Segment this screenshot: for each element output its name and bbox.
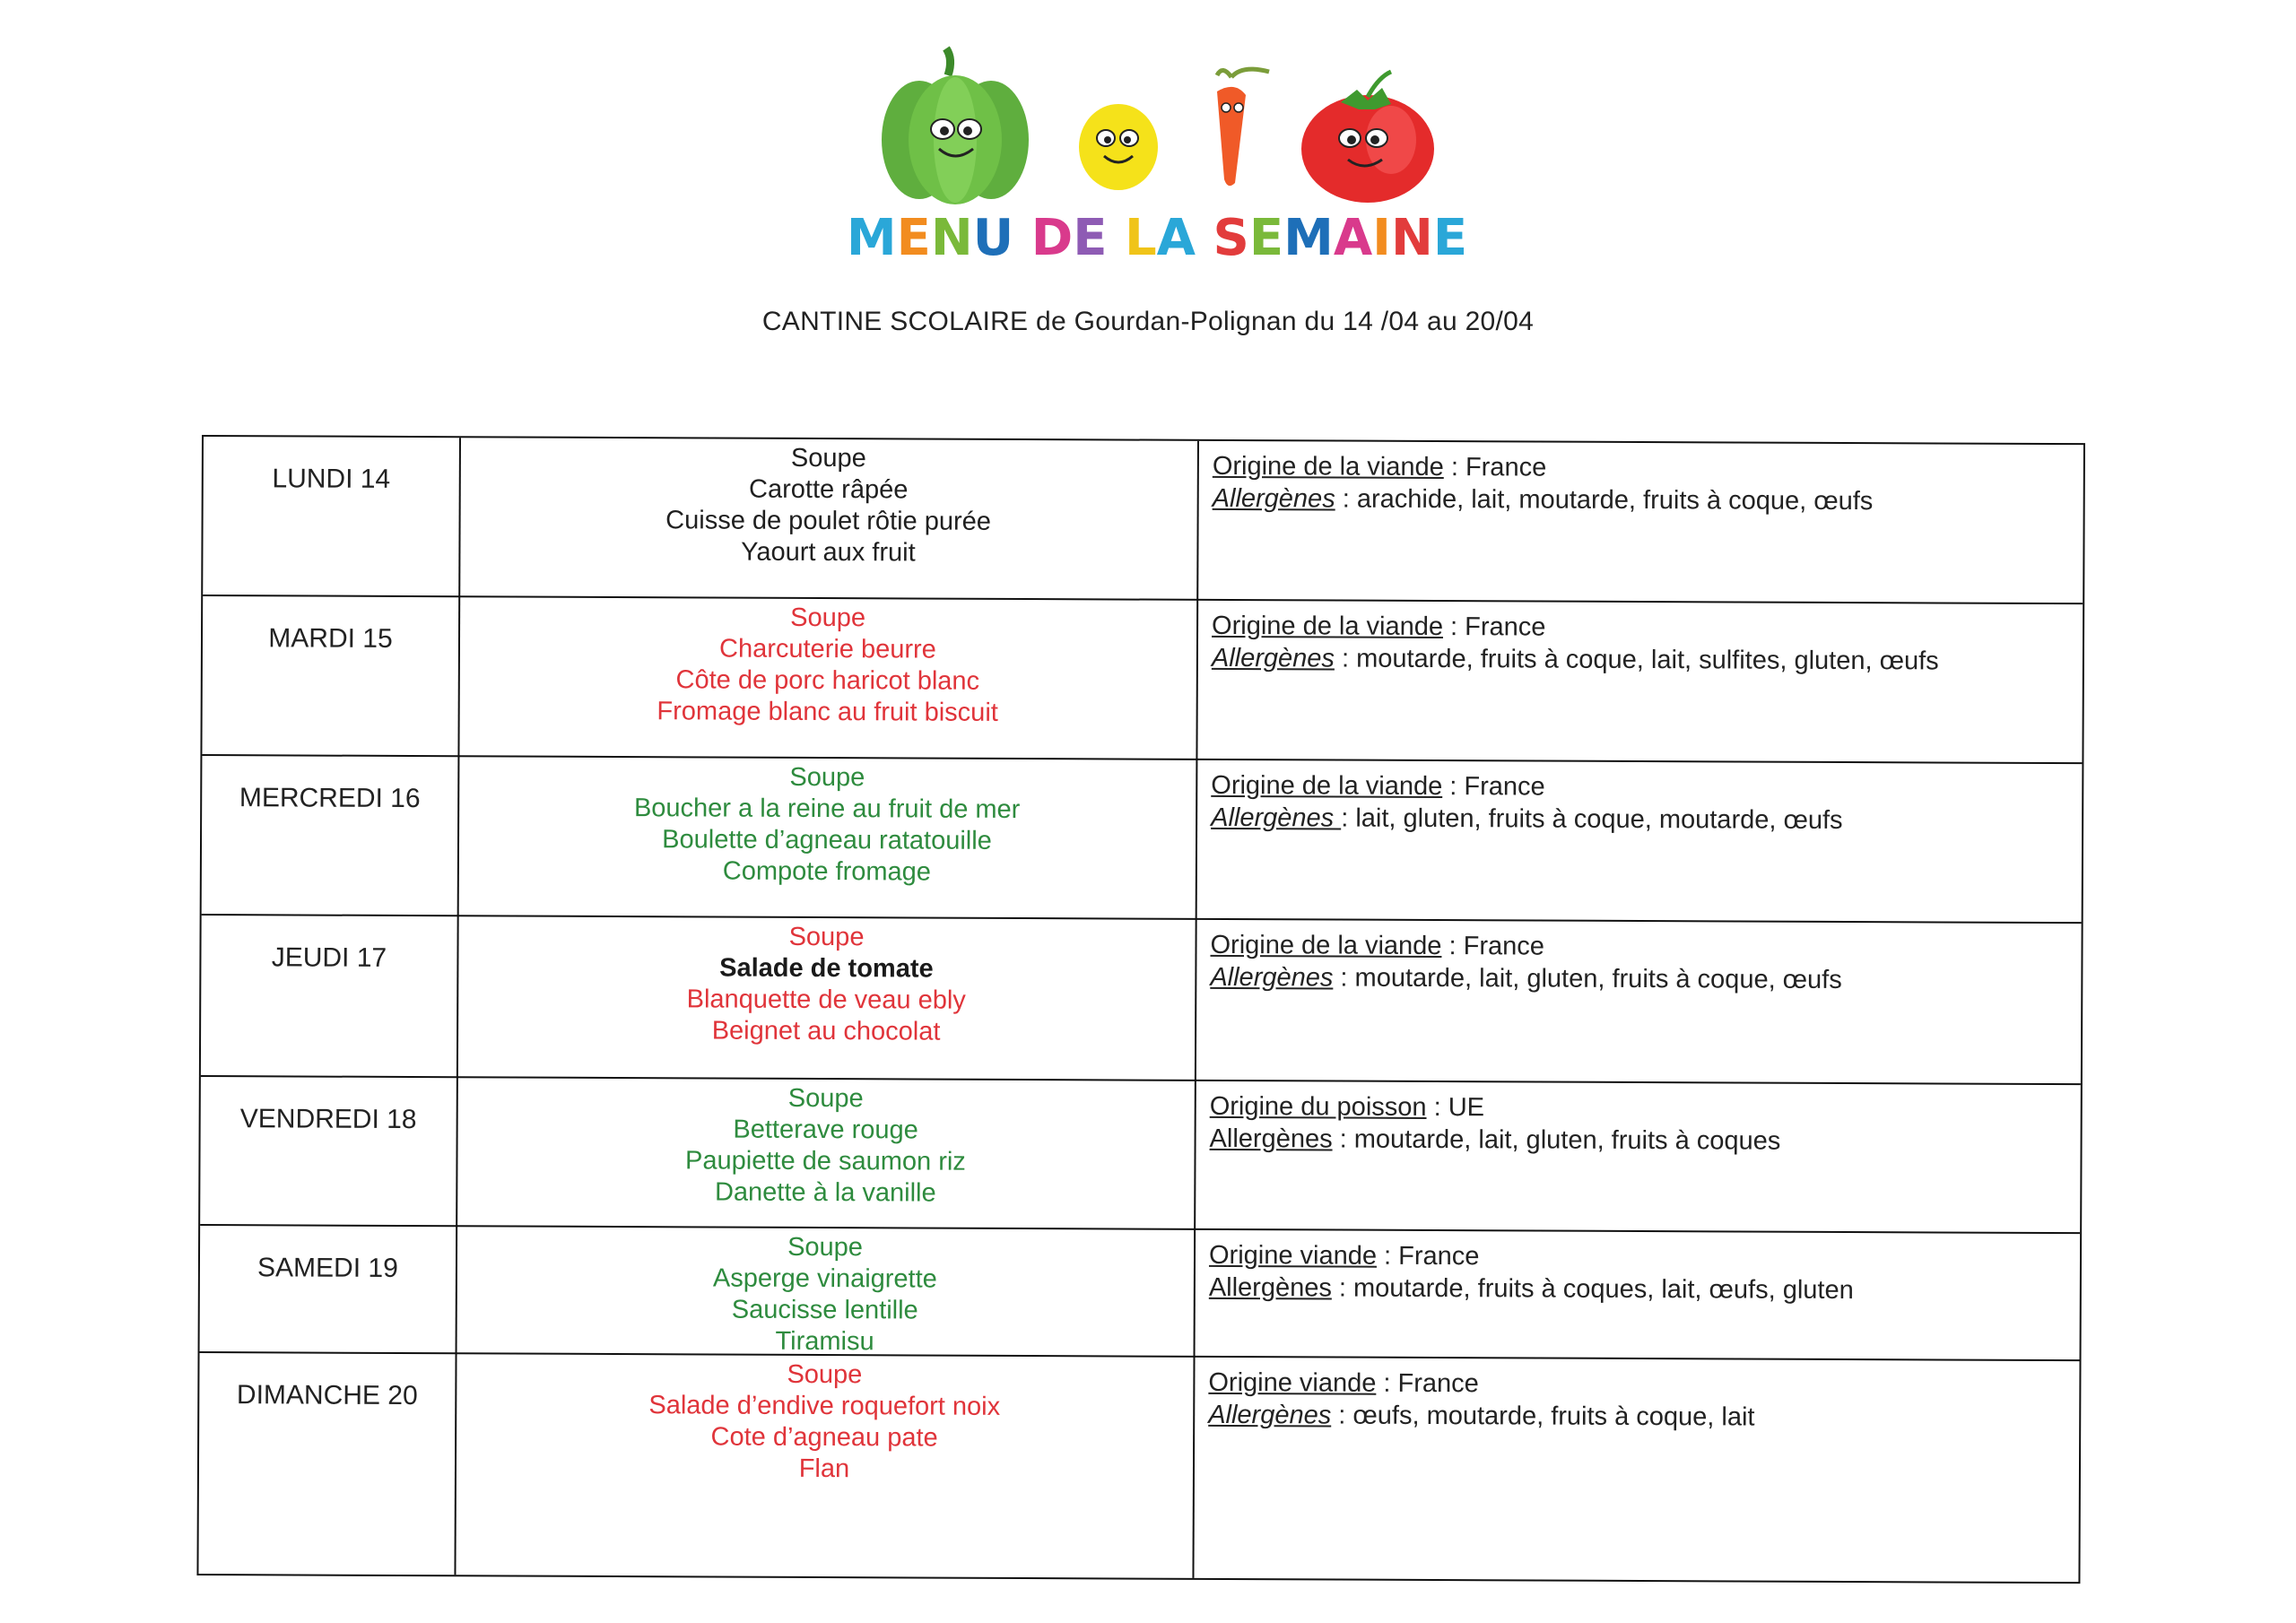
allergens-label: Allergènes: [1211, 803, 1342, 833]
origin-label: Origine du poisson: [1209, 1091, 1427, 1122]
menu-cell: [457, 1358, 1193, 1487]
allergens-line: [1213, 482, 2074, 518]
day-label: LUNDI 14: [272, 464, 391, 494]
allergens-line: [1211, 802, 2072, 838]
info-cell: [1211, 769, 2072, 838]
menu-cell: [459, 760, 1196, 890]
menu-item: Tiramisu: [775, 1326, 874, 1357]
carrot-icon: [1217, 69, 1269, 186]
table-row: [202, 596, 2083, 764]
menu-item: Paupiette de saumon riz: [685, 1146, 966, 1176]
menu-logo: [846, 32, 1468, 283]
menu-item: Compote fromage: [722, 856, 932, 887]
menu-item: Beignet au chocolat: [711, 1016, 941, 1046]
menu-item: Danette à la vanille: [714, 1177, 936, 1208]
allergens-label: Allergènes: [1208, 1272, 1332, 1303]
origin-line: [1208, 1367, 2069, 1402]
menu-item: Soupe: [789, 762, 865, 793]
origin-label: Origine viande: [1208, 1367, 1377, 1398]
menu-item: Boulette d’agneau ratatouille: [662, 825, 992, 855]
allergens-value: : œufs, moutarde, fruits à coque, lait: [1331, 1401, 1755, 1432]
menu-cell: [457, 1081, 1194, 1211]
info-cell: [1210, 1090, 2071, 1159]
menu-item: Salade d’endive roquefort noix: [648, 1391, 1001, 1421]
allergens-label: Allergènes: [1210, 962, 1334, 993]
menu-item: Soupe: [787, 1359, 863, 1390]
menu-cell: [457, 1230, 1194, 1359]
info-cell: [1213, 450, 2074, 518]
menu-item: Betterave rouge: [733, 1115, 918, 1145]
table-row: [198, 1353, 2079, 1585]
day-label: MERCREDI 16: [239, 783, 421, 814]
menu-item: Côte de porc haricot blanc: [675, 665, 980, 696]
menu-item: Boucher a la reine au fruit de mer: [633, 794, 1021, 824]
menu-item: Blanquette de veau ebly: [686, 985, 966, 1015]
allergens-label: Allergènes: [1208, 1400, 1332, 1430]
menu-item: Yaourt aux fruit: [741, 537, 916, 568]
allergens-value: : lait, gluten, fruits à coque, moutarde, œufs: [1341, 803, 1843, 835]
origin-label: Origine de la viande: [1211, 770, 1443, 802]
allergens-label: Allergènes: [1209, 1124, 1333, 1154]
allergens-label: Allergènes: [1212, 483, 1335, 514]
menu-cell: [460, 441, 1196, 570]
table-row: [202, 756, 2083, 924]
allergens-value: : moutarde, lait, gluten, fruits à coque, œufs: [1333, 963, 1842, 994]
menu-item: Soupe: [787, 1232, 864, 1263]
day-label: DIMANCHE 20: [236, 1380, 418, 1411]
origin-line: [1213, 450, 2074, 486]
origin-value: : France: [1443, 453, 1547, 482]
allergens-line: [1210, 1123, 2071, 1159]
allergens-value: : moutarde, fruits à coques, lait, œufs, gluten: [1331, 1273, 1854, 1306]
logo-title: MENU DE LA SEMAINE: [846, 209, 1468, 267]
menu-item: Saucisse lentille: [731, 1295, 918, 1325]
menu-cell: [458, 920, 1195, 1049]
menu-table: [196, 435, 2085, 1584]
allergens-line: [1210, 961, 2071, 997]
origin-line: [1210, 929, 2071, 965]
origin-value: : UE: [1426, 1092, 1485, 1123]
info-cell: [1210, 929, 2071, 997]
table-row: [200, 1077, 2081, 1234]
menu-item: Salade de tomate: [719, 953, 934, 984]
allergens-value: : moutarde, fruits à coque, lait, sulfites, gluten, œufs: [1334, 644, 1939, 676]
menu-item: Soupe: [788, 922, 865, 952]
table-row: [201, 916, 2082, 1085]
menu-cell: [460, 601, 1196, 730]
origin-value: : France: [1442, 612, 1546, 642]
allergens-line: [1212, 642, 2073, 678]
info-cell: [1208, 1367, 2069, 1435]
origin-value: : France: [1441, 932, 1544, 961]
menu-item: Asperge vinaigrette: [712, 1263, 937, 1294]
allergens-line: [1208, 1399, 2069, 1435]
origin-value: : France: [1442, 772, 1545, 802]
allergens-value: : arachide, lait, moutarde, fruits à coque, œufs: [1335, 484, 1874, 516]
origin-value: : France: [1376, 1368, 1479, 1399]
menu-item: Cuisse de poulet rôtie purée: [665, 506, 992, 536]
origin-line: [1212, 610, 2073, 646]
day-label: MARDI 15: [268, 623, 393, 654]
lemon-icon: [1079, 104, 1158, 190]
menu-item: Charcuterie beurre: [718, 634, 936, 664]
logo-illustration: [846, 32, 1468, 283]
menu-item: Flan: [798, 1454, 850, 1484]
allergens-label: Allergènes: [1211, 643, 1335, 673]
day-label: JEUDI 17: [271, 942, 387, 973]
origin-value: : France: [1376, 1241, 1480, 1271]
origin-label: Origine de la viande: [1212, 451, 1444, 482]
day-label: VENDREDI 18: [239, 1104, 417, 1135]
day-label: SAMEDI 19: [257, 1253, 398, 1283]
page-title: CANTINE SCOLAIRE de Gourdan-Polignan du 14 /04 au 20/04: [761, 307, 1535, 336]
menu-item: Cote d’agneau pate: [710, 1422, 938, 1453]
allergens-value: : moutarde, lait, gluten, fruits à coques: [1332, 1124, 1781, 1156]
allergens-line: [1209, 1271, 2070, 1307]
origin-label: Origine de la viande: [1212, 611, 1444, 642]
menu-item: Soupe: [790, 603, 866, 633]
origin-label: Origine de la viande: [1210, 930, 1442, 961]
tomato-icon: [1301, 72, 1434, 203]
pumpkin-icon: [882, 48, 1029, 204]
table-row: [203, 437, 2083, 604]
origin-line: [1209, 1239, 2070, 1275]
info-cell: [1209, 1239, 2070, 1307]
origin-line: [1210, 1090, 2071, 1126]
origin-line: [1211, 769, 2072, 805]
menu-item: Carotte râpée: [748, 474, 909, 505]
info-cell: [1212, 610, 2073, 678]
menu-item: Fromage blanc au fruit biscuit: [657, 697, 998, 727]
table-row: [200, 1226, 2081, 1361]
menu-item: Soupe: [790, 443, 866, 473]
origin-label: Origine viande: [1208, 1240, 1378, 1271]
menu-item: Soupe: [787, 1083, 864, 1114]
